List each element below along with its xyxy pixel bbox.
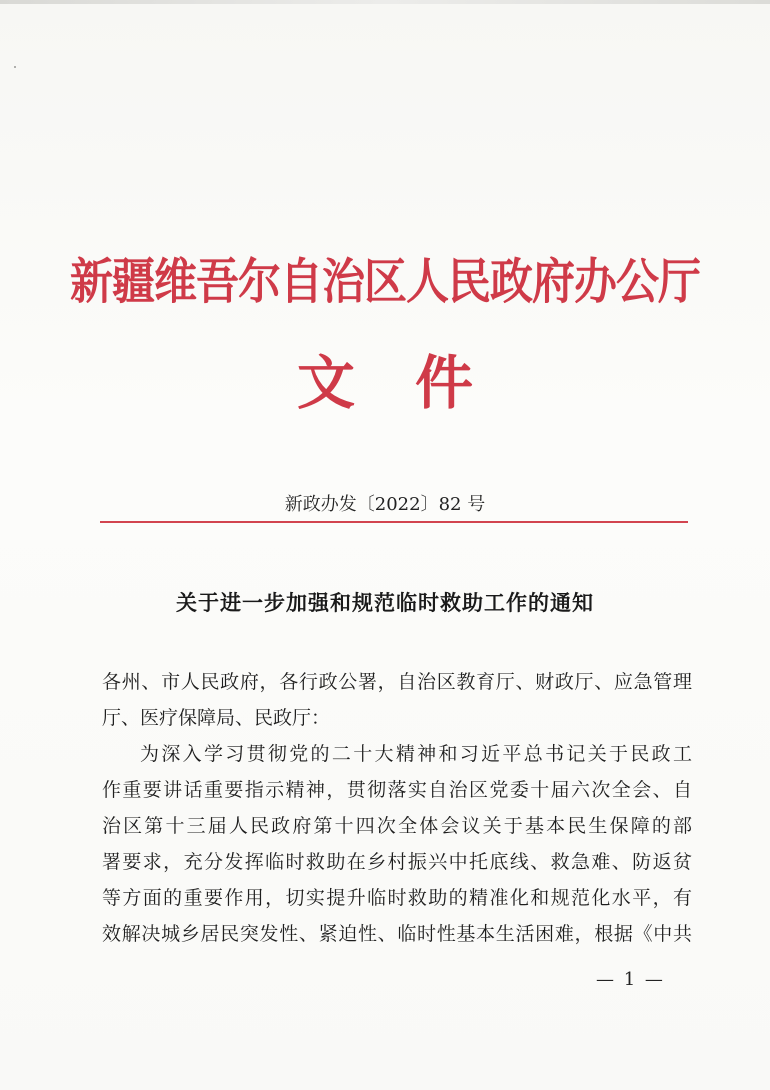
red-separator-rule [100, 521, 688, 523]
notice-title: 关于进一步加强和规范临时救助工作的通知 [176, 590, 594, 615]
recipients-line: 厅、医疗保障局、民政厅： [102, 707, 331, 729]
masthead-doc-type: 文件 [296, 349, 533, 417]
paragraph-line: 为深入学习贯彻党的二十大精神和习近平总书记关于民政工 [140, 743, 692, 765]
paragraph-line: 治区第十三届人民政府第十四次全体会议关于基本民生保障的部 [102, 815, 692, 837]
document-body [102, 664, 692, 952]
paragraph-line: 署要求，充分发挥临时救助在乡村振兴中托底线、救急难、防返贫 [102, 851, 692, 873]
paragraph-line: 等方面的重要作用，切实提升临时救助的精准化和规范化水平，有 [102, 887, 692, 909]
scan-speck [14, 66, 16, 68]
recipients-line: 各州、市人民政府，各行政公署，自治区教育厅、财政厅、应急管理 [102, 671, 692, 693]
paragraph-line: 效解决城乡居民突发性、紧迫性、临时性基本生活困难，根据《中共 [102, 923, 692, 945]
document-number: 新政办发〔2022〕82 号 [284, 494, 486, 515]
masthead-issuer: 新疆维吾尔自治区人民政府办公厅 [70, 254, 700, 311]
scan-edge [0, 0, 770, 4]
paragraph-line: 作重要讲话重要指示精神，贯彻落实自治区党委十届六次全会、自 [102, 779, 692, 801]
page-number: — 1 — [596, 969, 665, 990]
